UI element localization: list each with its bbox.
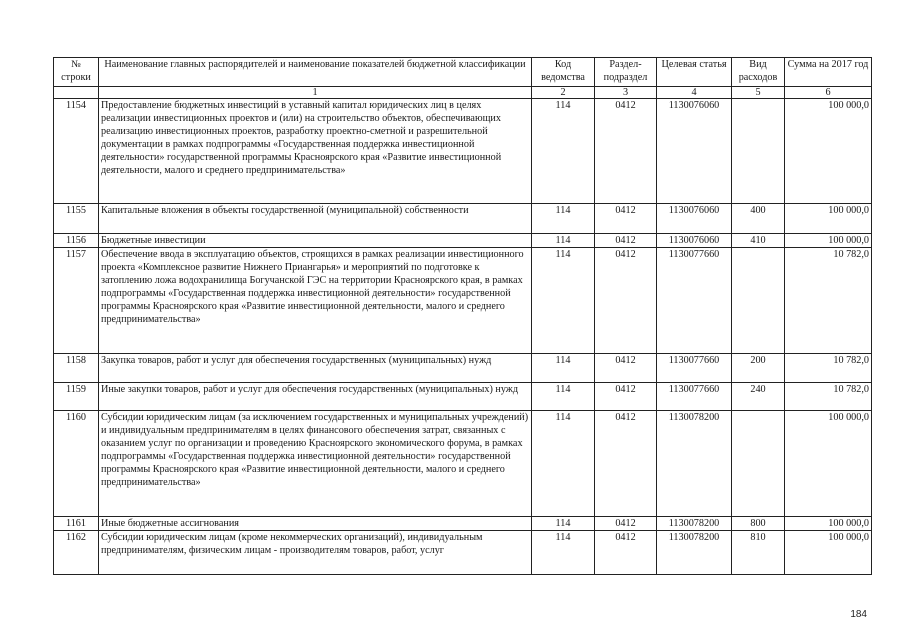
row-num: 1160 — [54, 411, 99, 517]
row-name: Субсидии юридическим лицам (за исключением государственных и муниципальных учреждений) и индивидуальным предпринимателям в целях финансового обеспечения затрат, связанных с оказанием услуг по организации и проведению Красноярского экономического форума, в рамках подпрограммы «Государственная поддержка инвестиционной деятельности» государственной программы Красноярского края «Развитие инвестиционной деятельности, малого и среднего предпринимательства» — [99, 411, 532, 517]
row-type — [732, 248, 785, 354]
row-article: 1130078200 — [657, 531, 732, 575]
index-cell: 5 — [732, 87, 785, 99]
index-cell: 4 — [657, 87, 732, 99]
row-sum: 100 000,0 — [785, 234, 872, 248]
header-num: № строки — [54, 58, 99, 87]
row-dept: 114 — [532, 248, 595, 354]
row-type: 200 — [732, 354, 785, 383]
index-row — [54, 87, 872, 99]
row-sum: 100 000,0 — [785, 204, 872, 234]
header-dept: Код ведомства — [532, 58, 595, 87]
row-name: Субсидии юридическим лицам (кроме некоммерческих организаций), индивидуальным предпринимателям, физическим лицам - производителям товаров, работ, услуг — [99, 531, 532, 575]
row-num: 1156 — [54, 234, 99, 248]
table-row — [54, 411, 872, 517]
table-row — [54, 234, 872, 248]
header-type: Вид расходов — [732, 58, 785, 87]
row-section: 0412 — [595, 354, 657, 383]
header-row — [54, 58, 872, 87]
row-dept: 114 — [532, 234, 595, 248]
row-name: Иные закупки товаров, работ и услуг для обеспечения государственных (муниципальных) нужд — [99, 383, 532, 411]
header-article: Целевая статья — [657, 58, 732, 87]
row-num: 1155 — [54, 204, 99, 234]
page-number: 184 — [850, 609, 867, 620]
row-section: 0412 — [595, 99, 657, 204]
row-name: Предоставление бюджетных инвестиций в уставный капитал юридических лиц в целях реализации инвестиционных проектов и (или) на строительство объектов, обеспечивающих реализацию инвестиционных проектов, разработку проектно-сметной и разрешительной документации в рамках подпрограммы «Государственная поддержка инвестиционной деятельности» государственной программы Красноярского края «Развитие инвестиционной деятельности, малого и среднего предпринимательства» — [99, 99, 532, 204]
table-row — [54, 517, 872, 531]
row-type — [732, 99, 785, 204]
row-type: 400 — [732, 204, 785, 234]
row-sum: 100 000,0 — [785, 99, 872, 204]
row-num: 1159 — [54, 383, 99, 411]
row-article: 1130077660 — [657, 354, 732, 383]
row-name: Обеспечение ввода в эксплуатацию объектов, строящихся в рамках реализации инвестиционного проекта «Комплексное развитие Нижнего Приангарья» и мероприятий по подготовке к затоплению ложа водохранилища Богучанской ГЭС на территории Красноярского края, в рамках подпрограммы «Государственная поддержка инвестиционной деятельности» государственной программы Красноярского края «Развитие инвестиционной деятельности, малого и среднего предпринимательства» — [99, 248, 532, 354]
row-dept: 114 — [532, 99, 595, 204]
row-name: Иные бюджетные ассигнования — [99, 517, 532, 531]
index-cell: 3 — [595, 87, 657, 99]
row-dept: 114 — [532, 531, 595, 575]
table-row — [54, 383, 872, 411]
row-dept: 114 — [532, 517, 595, 531]
table-row — [54, 354, 872, 383]
row-type: 800 — [732, 517, 785, 531]
row-section: 0412 — [595, 383, 657, 411]
header-name: Наименование главных распорядителей и наименование показателей бюджетной классификации — [99, 58, 532, 87]
row-article: 1130077660 — [657, 383, 732, 411]
row-section: 0412 — [595, 517, 657, 531]
row-dept: 114 — [532, 204, 595, 234]
row-article: 1130076060 — [657, 234, 732, 248]
row-section: 0412 — [595, 411, 657, 517]
row-num: 1157 — [54, 248, 99, 354]
row-name: Закупка товаров, работ и услуг для обеспечения государственных (муниципальных) нужд — [99, 354, 532, 383]
row-sum: 100 000,0 — [785, 411, 872, 517]
row-article: 1130076060 — [657, 99, 732, 204]
index-cell: 6 — [785, 87, 872, 99]
index-cell: 1 — [99, 87, 532, 99]
index-cell — [54, 87, 99, 99]
header-sum: Сумма на 2017 год — [785, 58, 872, 87]
row-type: 410 — [732, 234, 785, 248]
row-num: 1158 — [54, 354, 99, 383]
table-row — [54, 99, 872, 204]
row-section: 0412 — [595, 204, 657, 234]
row-type: 240 — [732, 383, 785, 411]
header-section: Раздел-подраздел — [595, 58, 657, 87]
row-sum: 10 782,0 — [785, 248, 872, 354]
table-row — [54, 248, 872, 354]
row-name: Бюджетные инвестиции — [99, 234, 532, 248]
row-article: 1130078200 — [657, 411, 732, 517]
row-section: 0412 — [595, 234, 657, 248]
row-dept: 114 — [532, 354, 595, 383]
row-num: 1162 — [54, 531, 99, 575]
budget-table — [53, 57, 872, 575]
row-dept: 114 — [532, 383, 595, 411]
row-sum: 10 782,0 — [785, 354, 872, 383]
row-sum: 10 782,0 — [785, 383, 872, 411]
row-section: 0412 — [595, 248, 657, 354]
row-dept: 114 — [532, 411, 595, 517]
row-sum: 100 000,0 — [785, 517, 872, 531]
row-article: 1130078200 — [657, 517, 732, 531]
row-article: 1130077660 — [657, 248, 732, 354]
row-type: 810 — [732, 531, 785, 575]
row-section: 0412 — [595, 531, 657, 575]
row-type — [732, 411, 785, 517]
index-cell: 2 — [532, 87, 595, 99]
table-row — [54, 204, 872, 234]
row-num: 1154 — [54, 99, 99, 204]
row-num: 1161 — [54, 517, 99, 531]
row-name: Капитальные вложения в объекты государственной (муниципальной) собственности — [99, 204, 532, 234]
table-row — [54, 531, 872, 575]
row-article: 1130076060 — [657, 204, 732, 234]
row-sum: 100 000,0 — [785, 531, 872, 575]
